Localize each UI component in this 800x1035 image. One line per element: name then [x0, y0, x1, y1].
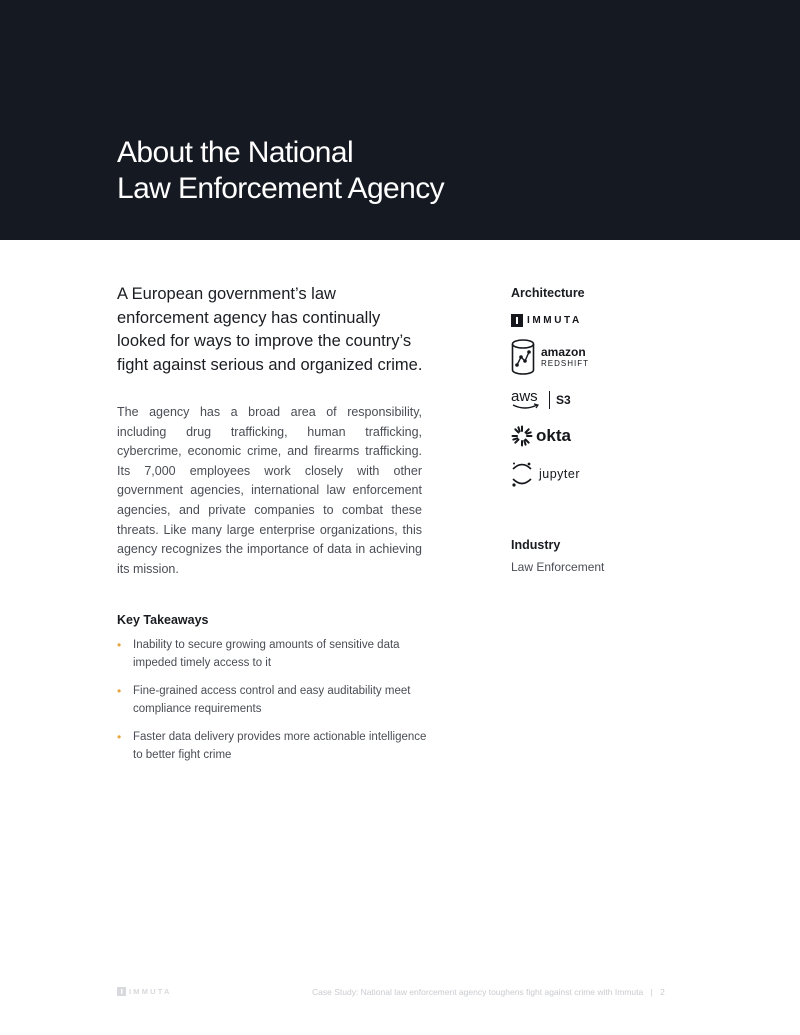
body-paragraph: The agency has a broad area of responsibility, including drug trafficking, human trafficking, cybercrime, economic crime, and firearms trafficking. Its 7,000 employees work closely with other government agencies, international law enforcement agencies, and private companies to combat these threats. Like many large enterprise organizations, this agency recognizes the importance of data in achieving its mission. — [117, 405, 422, 576]
footer-caption-text: Case Study: National law enforcement agency toughens fight against crime with Immuta — [312, 987, 644, 997]
list-item — [117, 728, 437, 764]
architecture-heading: Architecture — [511, 286, 585, 300]
redshift-database-icon — [511, 339, 535, 375]
page-title-line-1: About the National — [117, 136, 354, 169]
industry-value: Law Enforcement — [511, 560, 605, 574]
bullet-icon: • — [117, 730, 122, 744]
list-item-text: Faster data delivery provides more actionable intelligence to better fight crime — [133, 731, 427, 761]
hero-banner — [0, 0, 800, 240]
list-item — [117, 636, 437, 672]
jupyter-logo — [511, 461, 580, 487]
footer-logo-wordmark: IMMUTA — [129, 987, 172, 996]
aws-smile-icon — [511, 403, 543, 411]
bullet-icon: • — [117, 638, 122, 652]
lead-paragraph: A European government’s law enforcement agency has continually looked for ways to improve the country’s fight against serious and organized crime. — [117, 285, 423, 374]
key-takeaways-list — [117, 636, 437, 774]
s3-wordmark: S3 — [556, 393, 571, 407]
list-item — [117, 682, 437, 718]
jupyter-wordmark: jupyter — [539, 467, 581, 481]
key-takeaways-heading: Key Takeaways — [117, 613, 209, 627]
footer-caption — [312, 987, 665, 997]
list-item-text: Fine-grained access control and easy auditability meet compliance requirements — [133, 685, 411, 715]
okta-logo — [511, 425, 571, 447]
okta-wordmark: okta — [536, 426, 571, 445]
immuta-logo — [511, 312, 582, 328]
page-title — [117, 135, 444, 207]
page-number: 2 — [660, 987, 665, 997]
immuta-wordmark: IMMUTA — [527, 314, 582, 326]
redshift-wordmark-top: amazon — [541, 345, 586, 359]
footer-separator: | — [650, 987, 653, 997]
page-title-line-2: Law Enforcement Agency — [117, 172, 444, 205]
footer-immuta-logo — [117, 987, 172, 996]
okta-sunburst-icon — [511, 425, 533, 447]
logo-divider — [549, 391, 550, 409]
industry-heading: Industry — [511, 538, 561, 552]
immuta-mark-icon — [511, 314, 523, 327]
redshift-wordmark-bottom: REDSHIFT — [541, 359, 589, 368]
list-item-text: Inability to secure growing amounts of sensitive data impeded timely access to it — [133, 639, 400, 669]
jupyter-orbit-icon — [511, 461, 533, 487]
bullet-icon: • — [117, 684, 122, 698]
aws-wordmark: aws — [511, 388, 538, 405]
amazon-redshift-logo — [511, 338, 589, 376]
aws-s3-logo — [511, 388, 571, 412]
immuta-mark-icon — [117, 987, 126, 996]
